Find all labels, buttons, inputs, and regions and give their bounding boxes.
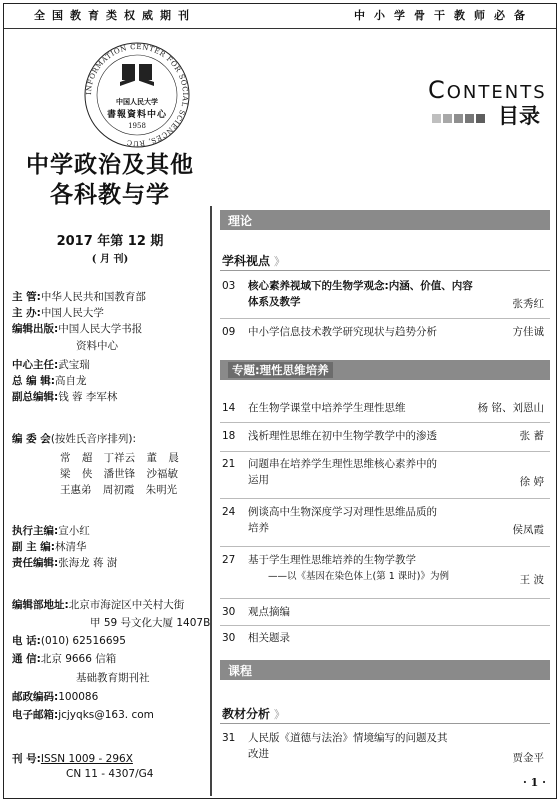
decor-square (432, 114, 441, 123)
value: (按姓氏音序排列): (50, 433, 137, 445)
masthead-cn-number: CN 11 - 4307/G4 (66, 768, 154, 780)
value: (010) 62516695 (40, 635, 126, 647)
toc-title-line: 人民版《道德与法治》情境编写的问题及其 (248, 732, 448, 744)
label: 编辑部地址: (12, 599, 69, 611)
toc-author: 徐 婷 (519, 476, 544, 488)
journal-title-line2: 各科教与学 (50, 182, 170, 208)
committee-row: 常 超 丁祥云 董 晨 (60, 452, 179, 464)
subsection-rule (220, 270, 550, 271)
journal-title (12, 150, 208, 210)
toc-entry[interactable] (222, 428, 550, 446)
contents-decor-squares (432, 108, 487, 127)
toc-title-line: 问题串在培养学生理性思维核心素养中的 (248, 458, 437, 470)
toc-author: 王 波 (519, 574, 544, 586)
contents-word: ONTENTS (446, 82, 547, 103)
value: 武宝瑞 (58, 359, 90, 371)
toc-entry[interactable] (222, 324, 550, 342)
toc-entry[interactable] (222, 630, 550, 648)
toc-separator (220, 498, 550, 499)
toc-title: 相关题录 (248, 632, 290, 644)
journal-title-line1: 中学政治及其他 (26, 152, 194, 178)
label: 邮政编码: (12, 691, 59, 703)
toc-separator (220, 598, 550, 599)
masthead-email (12, 708, 154, 722)
value: 林清华 (55, 541, 87, 553)
toc-title-line: 运用 (248, 474, 269, 486)
toc-entry[interactable] (222, 504, 550, 540)
value: 宣小红 (58, 525, 90, 537)
masthead-issn (12, 752, 133, 766)
toc-separator (220, 546, 550, 547)
section-curriculum (220, 660, 550, 680)
toc-page: 27 (222, 554, 236, 566)
value: 高自龙 (55, 375, 87, 387)
section-curriculum-label: 课程 (228, 664, 253, 678)
toc-entry[interactable] (222, 552, 550, 592)
toc-title-line: 培养 (248, 522, 269, 534)
section-theory (220, 210, 550, 230)
toc-entry[interactable] (222, 604, 550, 622)
masthead-vice-editor (12, 540, 87, 554)
value: jcjyqks@163. com (58, 709, 154, 721)
toc-entry[interactable] (222, 730, 550, 766)
toc-title-line: 改进 (248, 748, 269, 760)
toc-page: 18 (222, 430, 236, 442)
masthead-deputy-editor (12, 390, 117, 404)
label: 编 委 会 (12, 433, 51, 445)
value: 张海龙 蒋 澍 (58, 557, 118, 569)
publisher-logo (82, 40, 192, 150)
label: 编辑出版: (12, 323, 59, 335)
committee-row: 王惠弟 周初霞 朱明光 (60, 484, 178, 496)
toc-page: 30 (222, 606, 236, 618)
label: 中心主任: (12, 359, 59, 371)
toc-author: 张秀红 (512, 298, 544, 310)
label: 执行主编: (12, 525, 59, 537)
committee-row: 梁 侠 潘世锋 沙福敏 (60, 468, 179, 480)
logo-ring-text: INFORMATION CENTER FOR SOCIAL SCIENCES, RUC (84, 42, 190, 148)
value: 中国人民大学书报 (58, 323, 143, 335)
toc-title-line: 例谈高中生物深度学习对理性思维品质的 (248, 506, 437, 518)
toc-page: 09 (222, 326, 236, 338)
toc-page: 30 (222, 632, 236, 644)
masthead-mailbox-cont: 基础教育期刊社 (76, 672, 150, 684)
masthead-organizer (12, 306, 104, 320)
section-theory-label: 理论 (228, 214, 253, 228)
toc-separator (220, 422, 550, 423)
toc-author: 贾金平 (512, 752, 544, 764)
value: 中华人民共和国教育部 (40, 291, 146, 303)
toc-separator (220, 318, 550, 319)
issue-number: 2017 年第 12 期 (56, 234, 164, 249)
column-divider (210, 206, 212, 796)
label: 电 话: (12, 635, 41, 647)
toc-title-line: 核心素养视域下的生物学观念:内涵、价值、内容 (248, 280, 473, 292)
toc-page: 24 (222, 506, 236, 518)
label: 电子邮箱: (12, 709, 59, 721)
masthead-responsible-editor (12, 556, 117, 570)
mulu-title: 目录 (498, 104, 540, 128)
masthead-publisher (12, 322, 142, 336)
value: 钱 蓉 李军林 (58, 391, 118, 403)
masthead-exec-editor (12, 524, 90, 538)
toc-separator (220, 625, 550, 626)
toc-page: 31 (222, 732, 236, 744)
masthead-publisher-cont: 资料中心 (76, 340, 118, 352)
subsection-subject-view (222, 252, 285, 269)
logo-year: 1958 (128, 122, 146, 130)
logo-cn-line1: 中国人民大学 (116, 97, 158, 106)
toc-title: 在生物学课堂中培养学生理性思维 (248, 402, 406, 414)
decor-square (465, 114, 474, 123)
decor-square (443, 114, 452, 123)
toc-separator (220, 451, 550, 452)
toc-title (248, 504, 498, 536)
toc-subtitle: ——以《基因在染色体上(第 1 课时)》为例 (268, 571, 449, 582)
masthead-zipcode (12, 690, 98, 704)
header-right-slogan: 中小学骨干教师必备 (354, 9, 534, 22)
toc-title-line: 基于学生理性思维培养的生物学教学 (248, 554, 416, 566)
header-left-slogan: 全国教育类权威期刊 (34, 9, 196, 22)
subsection-rule (220, 723, 550, 724)
logo-cn-line2: 書報資料中心 (106, 110, 167, 120)
masthead-address (12, 598, 184, 612)
toc-title (248, 456, 498, 488)
label: 责任编辑: (12, 557, 59, 569)
logo-seal-icon (82, 40, 192, 150)
label: 副 主 编: (12, 541, 56, 553)
value: 100086 (58, 691, 99, 703)
toc-title: 浅析理性思维在初中生物学教学中的渗透 (248, 430, 437, 442)
subsection-label: 教材分析 (222, 707, 271, 721)
toc-author: 杨 铭、刘恩山 (477, 402, 544, 414)
value: 北京市海淀区中关村大街 (68, 599, 185, 611)
toc-entry[interactable] (222, 278, 550, 314)
toc-page: 03 (222, 280, 236, 292)
section-special-topic-label: 专题:理性思维培养 (228, 362, 333, 378)
toc-title (248, 278, 498, 310)
label: 主 管: (12, 291, 41, 303)
value: 中国人民大学 (40, 307, 104, 319)
decor-square (454, 114, 463, 123)
header-bar (4, 4, 556, 26)
value: 北京 9666 信箱 (40, 653, 117, 665)
toc-entry[interactable] (222, 456, 550, 492)
publication-frequency: ( 月 刊) (91, 254, 129, 265)
toc-page: 21 (222, 458, 236, 470)
masthead-director (12, 358, 90, 372)
masthead-address-cont: 甲 59 号文化大厦 1407B (90, 617, 211, 629)
toc-title: 观点摘编 (248, 606, 290, 618)
masthead-chief-editor (12, 374, 87, 388)
toc-title-line: 体系及教学 (248, 296, 301, 308)
value: ISSN 1009 - 296X (40, 753, 133, 765)
label: 总 编 辑: (12, 375, 56, 387)
label: 通 信: (12, 653, 41, 665)
page-number: · 1 · (523, 776, 546, 789)
toc-title: 中小学信息技术教学研究现状与趋势分析 (248, 326, 437, 338)
header-rule (4, 28, 556, 29)
section-special-topic (220, 360, 550, 380)
toc-author: 张 蓄 (519, 430, 544, 442)
subsection-label: 学科视点 (222, 254, 271, 268)
toc-title (248, 552, 498, 585)
toc-page: 14 (222, 402, 236, 414)
label: 主 办: (12, 307, 41, 319)
decor-square (476, 114, 485, 123)
masthead-mailbox (12, 652, 116, 666)
chevron-right-icon: 》 (274, 708, 286, 721)
toc-title (248, 730, 498, 762)
masthead-telephone (12, 634, 126, 648)
chevron-right-icon: 》 (274, 255, 286, 268)
contents-initial: C (428, 76, 447, 104)
masthead-committee (12, 432, 136, 446)
toc-author: 方佳诚 (512, 326, 544, 338)
label: 副总编辑: (12, 391, 59, 403)
toc-author: 侯凤霞 (512, 524, 544, 536)
toc-entry[interactable] (222, 400, 550, 418)
masthead-sponsor (12, 290, 146, 304)
label: 刊 号: (12, 753, 41, 765)
subsection-textbook-analysis (222, 705, 285, 722)
